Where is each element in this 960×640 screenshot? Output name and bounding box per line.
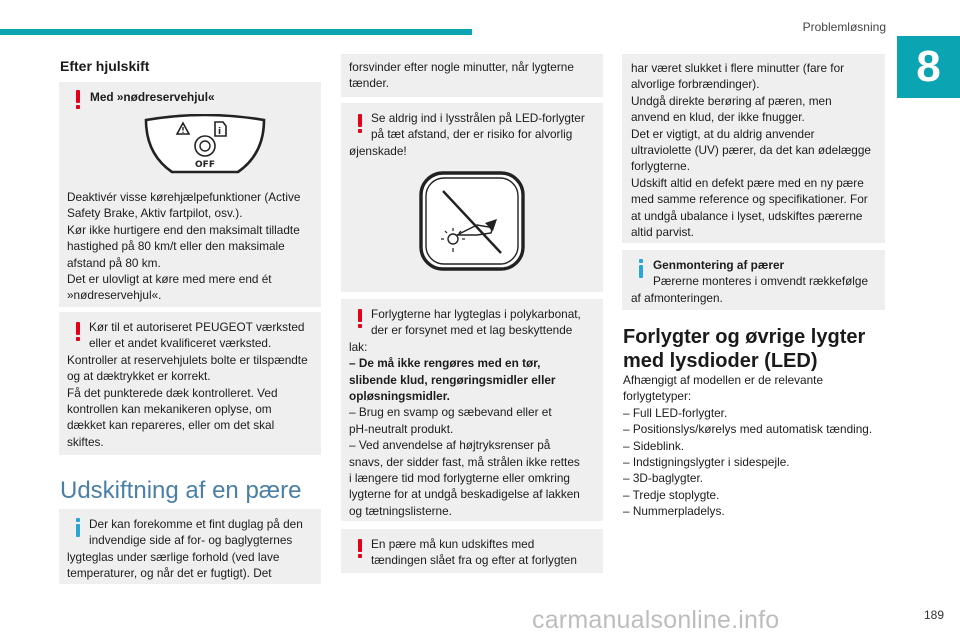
text-line: lygteglas under særlige forhold (ved lave <box>67 549 280 564</box>
text-line: forlygtetyper: <box>623 389 692 404</box>
warning-box-polycarbonate <box>341 299 603 521</box>
warning-box-body <box>349 110 601 159</box>
title-line: Forlygter og øvrige lygter <box>623 326 866 348</box>
text-line: altid parvist. <box>631 225 694 240</box>
info-box-title: Genmontering af pærer <box>653 258 785 272</box>
text-line: kontrollen kan mekanikeren oplyse, om <box>67 402 272 417</box>
info-box-body <box>349 59 601 92</box>
list-item: – Nummerpladelys. <box>623 504 725 519</box>
text-line: Afhængigt af modellen er de relevante <box>623 373 824 387</box>
text-line: lygterne for at undgå beskadigelse af lakken <box>349 487 580 502</box>
bold-text-line: – De må ikke rengøres med en tør, <box>349 356 541 371</box>
text-line: afstand på 80 km. <box>67 255 161 270</box>
chapter-number-tab: 8 <box>897 36 960 98</box>
warning-box-body <box>349 536 601 569</box>
warning-box-continued <box>622 54 885 243</box>
text-line: ultraviolette (UV) pærer, da det kan ødelægge <box>631 143 871 158</box>
info-box-continued <box>341 54 603 97</box>
text-line: »nødreservehjul«. <box>67 288 162 303</box>
warning-box-title: Med »nødreservehjul« <box>90 90 215 104</box>
text-line: Der kan forekomme et fint duglag på den <box>89 517 303 531</box>
text-line: Pærerne monteres i omvendt rækkefølge <box>653 274 869 289</box>
warning-box-spare-wheel <box>59 82 321 307</box>
bold-text-line: opløsningsmidler. <box>349 389 450 404</box>
text-line: Forlygterne har lygteglas i polykarbonat, <box>371 307 581 321</box>
text-line: Det er ulovligt at køre med mere end ét <box>67 272 272 287</box>
text-line: forsvinder efter nogle minutter, når lygterne <box>349 60 574 74</box>
text-line: Udskift altid en defekt pære med en ny pære <box>631 175 864 190</box>
text-line: og tætningslisterne. <box>349 503 452 518</box>
text-line: En pære må kun udskiftes med <box>371 537 535 551</box>
page-number: 189 <box>923 608 944 622</box>
text-line: tændingen slået fra og efter at forlygten <box>371 553 577 568</box>
text-line: anvend en klud, der ikke fnugger. <box>631 110 805 125</box>
text-line: temperaturer, og når det er fugtigt). Det <box>67 566 272 581</box>
off-label: OFF <box>195 160 215 170</box>
list-item: – Indstigningslygter i sidespejle. <box>623 455 790 470</box>
text-line: Se aldrig ind i lysstrålen på LED-forlygter <box>371 111 585 125</box>
text-line: der er forsynet med et lag beskyttende <box>371 323 573 338</box>
text-line: Safety Brake, Aktiv fartpilot, osv.). <box>67 206 243 221</box>
warning-box-body <box>67 319 319 450</box>
header-accent-bar <box>0 29 472 35</box>
text-line: hastighed på 80 km/t eller den maksimale <box>67 239 285 254</box>
text-line: forlygterne. <box>631 159 691 174</box>
text-line: øjenskade! <box>349 143 407 158</box>
info-box-body <box>631 257 885 306</box>
warning-icon <box>76 90 81 109</box>
bold-text-line: slibende klud, rengøringsmidler eller <box>349 372 556 387</box>
text-line: Undgå direkte berøring af pæren, men <box>631 93 832 108</box>
list-item: – Full LED-forlygter. <box>623 405 728 420</box>
text-line: snavs, der sidder fast, må strålen ikke rettes <box>349 454 580 469</box>
text-line: Deaktivér visse kørehjælpefunktioner (Active <box>67 190 301 204</box>
text-line: i længere tid mod forlygterne eller omkring <box>349 471 570 486</box>
svg-text:i: i <box>218 127 222 137</box>
text-line: Få det punkterede dæk kontrolleret. Ved <box>67 385 278 400</box>
text-line: at undgå ubalance i lyset, udskiftes pærerne <box>631 208 863 223</box>
text-line: tænder. <box>349 76 390 91</box>
watermark-text: carmanualsonline.info <box>532 606 780 634</box>
text-line: Det er vigtigt, at du aldrig anvender <box>631 126 815 141</box>
led-types-body <box>623 372 885 520</box>
spare-wheel-dashboard-image <box>143 114 267 176</box>
warning-box-ignition-off <box>341 529 603 573</box>
text-line: – Ved anvendelse af højtryksrenser på <box>349 438 551 453</box>
text-line: med samme reference og specifikationer. For <box>631 192 868 207</box>
text-line: skiftes. <box>67 434 104 449</box>
list-item: – Sideblink. <box>623 438 684 453</box>
text-line: Kør til et autoriseret PEUGEOT værksted <box>89 320 305 334</box>
text-line: alvorlige forbrændinger). <box>631 77 760 92</box>
list-item: – Tredje stoplygte. <box>623 487 720 502</box>
info-box-reassembly <box>622 250 885 310</box>
section-title-led-lights <box>623 325 865 373</box>
warning-box-body <box>349 306 603 519</box>
text-line: Kør ikke hurtigere end den maksimalt tilladte <box>67 222 300 237</box>
info-box-condensation <box>59 509 321 584</box>
text-line: af afmonteringen. <box>631 290 723 305</box>
section-heading-efter-hjulskift: Efter hjulskift <box>60 58 150 74</box>
list-item: – Positionslys/kørelys med automatisk tænding. <box>623 422 873 437</box>
info-box-body <box>67 516 319 582</box>
text-line: dækket kan repareres, eller om det skal <box>67 418 275 433</box>
section-title-udskiftning: Udskiftning af en pære <box>60 477 302 504</box>
text-line: har været slukket i flere minutter (fare for <box>631 61 845 75</box>
page-header-title: Problemløsning <box>802 20 886 34</box>
text-line: og at dæktrykket er korrekt. <box>67 369 211 384</box>
no-looking-at-led-image <box>419 171 525 271</box>
text-line: – Brug en svamp og sæbevand eller et <box>349 405 552 420</box>
text-line: på tæt afstand, der er risiko for alvorlig <box>371 127 573 142</box>
text-line: pH-neutralt produkt. <box>349 421 454 436</box>
warning-box-workshop <box>59 312 321 455</box>
text-line: eller et andet kvalificeret værksted. <box>89 336 272 351</box>
text-line: Kontroller at reservehjulets bolte er tilspændte <box>67 352 308 367</box>
warning-box-led-eye <box>341 103 603 292</box>
text-line: indvendige side af for- og baglygternes <box>89 533 293 548</box>
warning-box-body <box>67 189 319 304</box>
list-item: – 3D-baglygter. <box>623 471 704 486</box>
warning-box-body <box>631 60 885 240</box>
title-line: med lysdioder (LED) <box>623 350 818 372</box>
text-line: lak: <box>349 339 368 354</box>
